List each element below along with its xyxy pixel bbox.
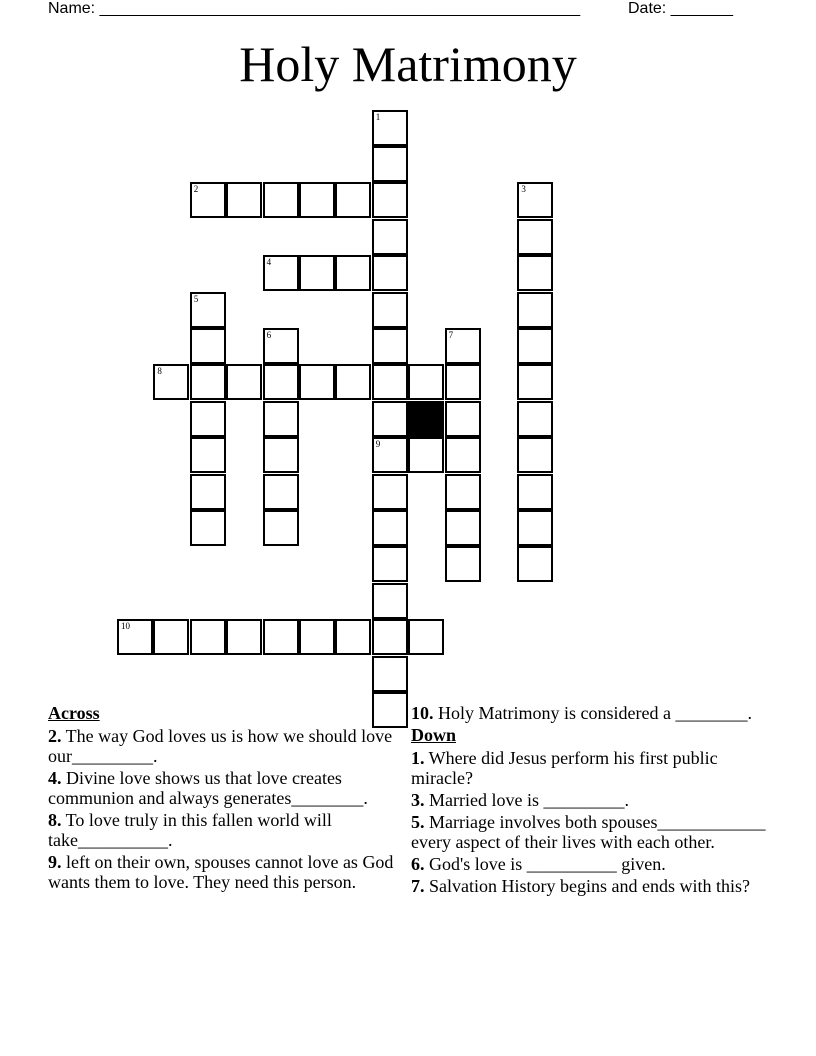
crossword-cell[interactable] — [445, 364, 481, 400]
clue-number: 1. — [411, 748, 425, 768]
date-field-label: Date: _______ — [628, 0, 733, 17]
crossword-cell[interactable] — [372, 182, 408, 218]
clues-right-column — [411, 703, 781, 898]
crossword-cell[interactable] — [517, 255, 553, 291]
name-field-label: Name: ______________________________________________________ — [48, 0, 581, 17]
clue-number: 8. — [48, 810, 62, 830]
crossword-cell[interactable] — [372, 219, 408, 255]
crossword-cell[interactable] — [190, 401, 226, 437]
crossword-cell[interactable] — [517, 510, 553, 546]
crossword-cell[interactable] — [226, 182, 262, 218]
clue-number-label: 5 — [193, 293, 199, 304]
crossword-cell[interactable] — [372, 292, 408, 328]
crossword-cell[interactable] — [190, 328, 226, 364]
crossword-cell[interactable] — [335, 619, 371, 655]
crossword-cell[interactable] — [517, 364, 553, 400]
crossword-cell[interactable] — [263, 328, 299, 364]
clue-across-10 — [411, 703, 781, 723]
crossword-cell[interactable] — [445, 401, 481, 437]
clue-down-5 — [411, 812, 781, 852]
crossword-cell[interactable] — [299, 364, 335, 400]
crossword-cell[interactable] — [190, 292, 226, 328]
clue-number: 3. — [411, 790, 425, 810]
clue-text: Married love is _________. — [424, 790, 629, 810]
crossword-cell[interactable] — [372, 255, 408, 291]
clue-across-2 — [48, 726, 398, 766]
clue-text: Salvation History begins and ends with this? — [424, 876, 750, 896]
clue-across-9 — [48, 852, 398, 892]
crossword-cell[interactable] — [153, 364, 189, 400]
crossword-cell[interactable] — [372, 401, 408, 437]
clue-number: 9. — [48, 852, 62, 872]
clue-text: Divine love shows us that love creates communion and always generates________. — [48, 768, 368, 808]
clue-text: Holy Matrimony is considered a ________. — [433, 703, 752, 723]
crossword-cell[interactable] — [190, 619, 226, 655]
clue-number: 5. — [411, 812, 425, 832]
crossword-cell[interactable] — [372, 510, 408, 546]
clue-number-label: 7 — [448, 329, 454, 340]
crossword-cell[interactable] — [190, 474, 226, 510]
crossword-cell[interactable] — [263, 619, 299, 655]
crossword-cell[interactable] — [226, 619, 262, 655]
crossword-cell[interactable] — [445, 474, 481, 510]
crossword-cell[interactable] — [517, 401, 553, 437]
clue-down-7 — [411, 876, 781, 896]
clue-text: Where did Jesus perform his first public miracle? — [411, 748, 718, 788]
clue-number-label: 4 — [266, 257, 272, 268]
crossword-cell[interactable] — [226, 364, 262, 400]
clue-text: left on their own, spouses cannot love as God wants them to love. They need this person. — [48, 852, 394, 892]
clue-number: 10. — [411, 703, 434, 723]
clue-text: God's love is __________ given. — [424, 854, 666, 874]
crossword-cell[interactable] — [517, 328, 553, 364]
clue-across-8 — [48, 810, 398, 850]
crossword-cell[interactable] — [408, 364, 444, 400]
crossword-cell[interactable] — [263, 437, 299, 473]
down-heading: Down — [411, 725, 457, 745]
crossword-cell[interactable] — [263, 474, 299, 510]
crossword-cell[interactable] — [517, 182, 553, 218]
crossword-cell[interactable] — [117, 619, 153, 655]
clue-number-label: 3 — [521, 184, 526, 195]
clue-down-3 — [411, 790, 781, 810]
crossword-cell[interactable] — [190, 510, 226, 546]
crossword-cell[interactable] — [372, 656, 408, 692]
crossword-cell[interactable] — [372, 110, 408, 146]
clue-number: 2. — [48, 726, 62, 746]
crossword-cell[interactable] — [517, 474, 553, 510]
crossword-cell[interactable] — [263, 401, 299, 437]
crossword-cell[interactable] — [299, 182, 335, 218]
clue-number: 7. — [411, 876, 425, 896]
clue-number-label: 8 — [157, 366, 162, 377]
crossword-cell[interactable] — [372, 474, 408, 510]
clue-number-label: 10 — [121, 621, 130, 632]
clue-down-6 — [411, 854, 781, 874]
crossword-cell[interactable] — [445, 437, 481, 473]
crossword-cell[interactable] — [372, 583, 408, 619]
crossword-cell[interactable] — [445, 328, 481, 364]
crossword-cell[interactable] — [517, 292, 553, 328]
crossword-cell[interactable] — [335, 255, 371, 291]
crossword-cell[interactable] — [408, 437, 444, 473]
clue-number-label: 2 — [193, 184, 199, 195]
crossword-cell[interactable] — [299, 619, 335, 655]
crossword-cell[interactable] — [445, 546, 481, 582]
crossword-cell[interactable] — [372, 146, 408, 182]
crossword-cell[interactable] — [299, 255, 335, 291]
crossword-cell[interactable] — [372, 437, 408, 473]
clue-number-label: 1 — [375, 111, 381, 122]
crossword-cell[interactable] — [335, 182, 371, 218]
black-square — [408, 401, 444, 437]
clue-text: To love truly in this fallen world will take__________. — [48, 810, 332, 850]
crossword-cell[interactable] — [190, 182, 226, 218]
clue-number: 4. — [48, 768, 62, 788]
crossword-cell[interactable] — [517, 219, 553, 255]
clue-number-label: 9 — [375, 439, 381, 450]
crossword-cell[interactable] — [263, 364, 299, 400]
crossword-cell[interactable] — [153, 619, 189, 655]
clues-left-column — [48, 703, 398, 894]
crossword-cell[interactable] — [335, 364, 371, 400]
crossword-cell[interactable] — [263, 510, 299, 546]
crossword-cell[interactable] — [372, 328, 408, 364]
crossword-cell[interactable] — [190, 437, 226, 473]
clue-text: Marriage involves both spouses____________ every aspect of their lives with each other. — [411, 812, 766, 852]
crossword-cell[interactable] — [517, 437, 553, 473]
crossword-cell[interactable] — [517, 546, 553, 582]
clue-number: 6. — [411, 854, 425, 874]
crossword-cell[interactable] — [372, 546, 408, 582]
crossword-cell[interactable] — [263, 182, 299, 218]
clue-number-label: 6 — [266, 329, 272, 340]
page-title: Holy Matrimony — [239, 36, 577, 92]
clue-down-1 — [411, 748, 781, 788]
clue-across-4 — [48, 768, 398, 808]
crossword-cell[interactable] — [408, 619, 444, 655]
crossword-cell[interactable] — [263, 255, 299, 291]
across-heading: Across — [48, 703, 100, 723]
crossword-cell[interactable] — [372, 619, 408, 655]
crossword-cell[interactable] — [372, 364, 408, 400]
crossword-cell[interactable] — [190, 364, 226, 400]
clue-text: The way God loves us is how we should love our_________. — [48, 726, 393, 766]
crossword-cell[interactable] — [445, 510, 481, 546]
